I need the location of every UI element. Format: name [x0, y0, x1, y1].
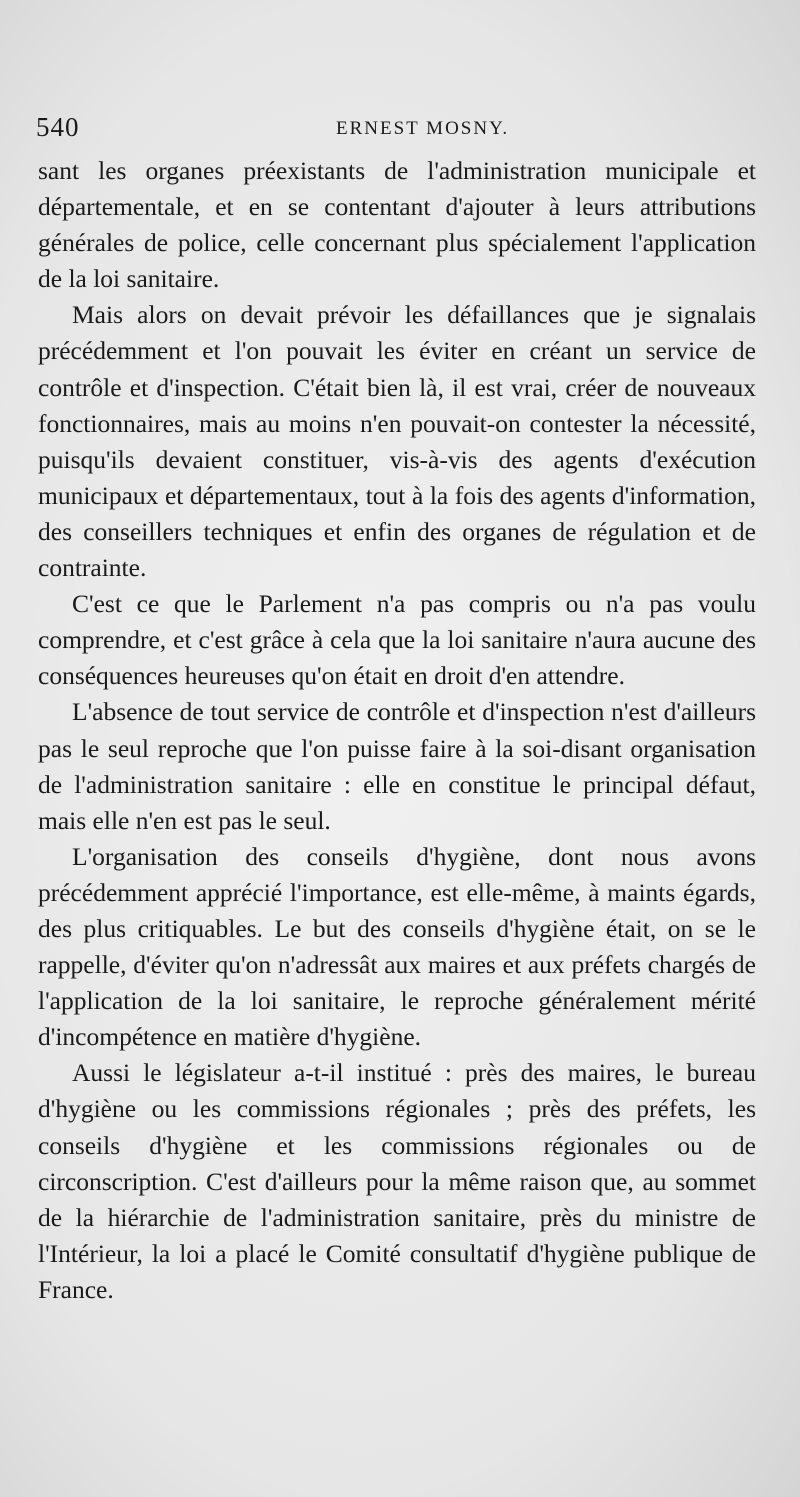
paragraph-continued: sant les organes préexistants de l'administration municipale et départementale, et en se contentant d'ajouter à leurs attributions générales de police, celle concernant plus spécialement l'application de la loi sanitaire.	[38, 156, 756, 294]
paragraph: Mais alors on devait prévoir les défaillances que je signalais précédemment et l'on pouvait les éviter en créant un service de contrôle et d'inspection. C'était bien là, il est vrai, créer de nouveaux fonctionnaires, mais au moins n'en pouvait-on contester la nécessité, puisqu'ils devaient constituer, vis-à-vis des agents d'exécution municipaux et départementaux, tout à la fois des agents d'information, des conseillers techniques et enfin des organes de régulation et de contrainte.	[38, 300, 756, 583]
body-text	[38, 153, 756, 1308]
paragraph: L'organisation des conseils d'hygiène, dont nous avons précédemment apprécié l'importance, est elle-même, à maints égards, des plus critiquables. Le but des conseils d'hygiène était, on se le rappelle, d'éviter qu'on n'adressât aux maires et aux préfets chargés de l'application de la loi sanitaire, le reproche généralement mérité d'incompétence en matière d'hygiène.	[38, 841, 756, 1052]
paragraph: C'est ce que le Parlement n'a pas compris ou n'a pas voulu comprendre, et c'est grâce à cela que la loi sanitaire n'aura aucune des conséquences heureuses qu'on était en droit d'en attendre.	[38, 589, 756, 691]
paragraph: Aussi le législateur a-t-il institué : près des maires, le bureau d'hygiène ou les commissions régionales ; près des préfets, les conseils d'hygiène et les commissions régionales ou de circonscription. C'est d'ailleurs pour la même raison que, au sommet de la hiérarchie de l'administration sanitaire, près du ministre de l'Intérieur, la loi a placé le Comité consultatif d'hygiène publique de France.	[38, 1058, 756, 1304]
page-number: 540	[36, 112, 80, 142]
paragraph: L'absence de tout service de contrôle et d'inspection n'est d'ailleurs pas le seul reproche que l'on puisse faire à la soi-disant organisation de l'administration sanitaire : elle en constitue le principal défaut, mais elle n'en est pas le seul.	[38, 697, 756, 835]
running-head: ERNEST MOSNY.	[336, 118, 510, 139]
page-header	[36, 112, 760, 152]
